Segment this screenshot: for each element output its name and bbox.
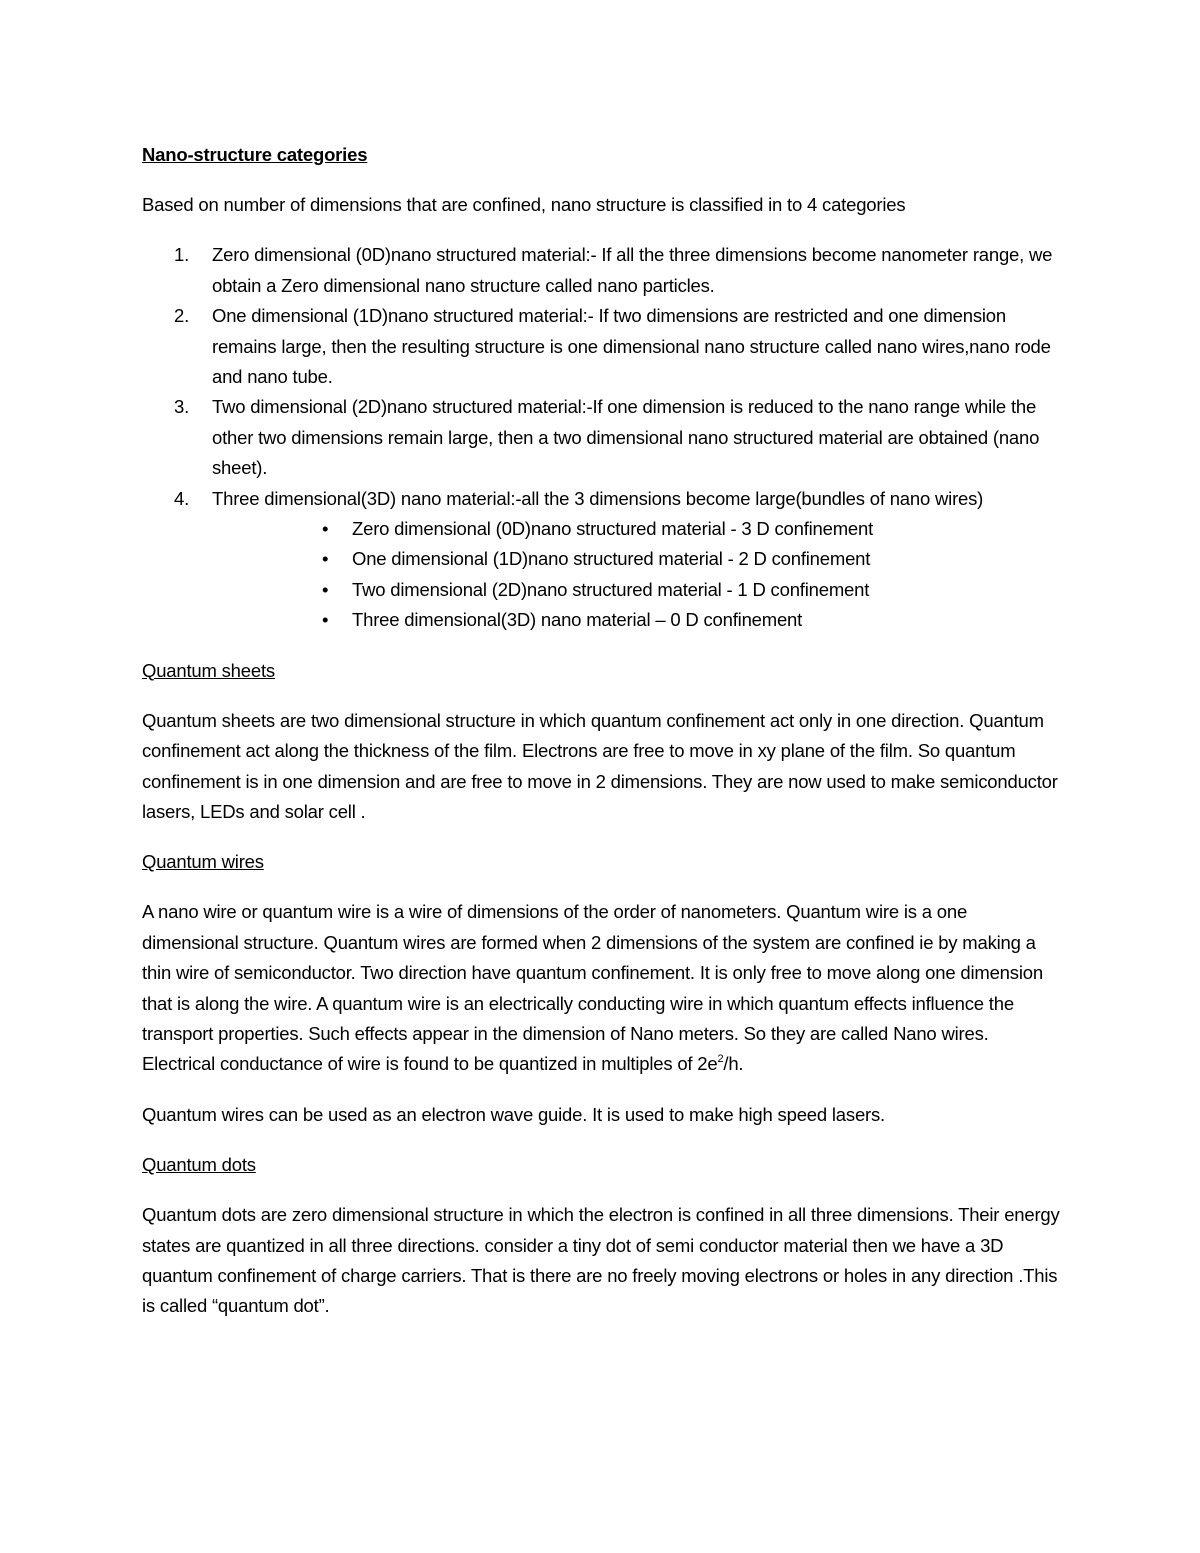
list-item-text: One dimensional (1D)nano structured material:- If two dimensions are restricted and one dimension remains large, then the resulting structure is one dimensional nano structure called nano wires,nano rode and nano tube. [212, 305, 1051, 388]
bullet-icon: • [322, 518, 329, 540]
document-title: Nano-structure categories [142, 144, 368, 165]
bullet-item [212, 514, 1062, 544]
bullet-icon: • [322, 578, 329, 600]
list-number: 1. [174, 244, 190, 266]
list-item-text: Two dimensional (2D)nano structured material:-If one dimension is reduced to the nano range while the other two dimensions remain large, then a two dimensional nano structured material are obtained (nano sheet). [212, 396, 1040, 479]
section-heading-quantum-dots: Quantum dots [142, 1154, 256, 1176]
category-list [142, 240, 1062, 635]
bullet-text: Zero dimensional (0D)nano structured material - 3 D confinement [352, 518, 874, 540]
bullet-item [212, 575, 1062, 605]
intro-paragraph: Based on number of dimensions that are confined, nano structure is classified in to 4 categories [142, 194, 906, 215]
bullet-text: One dimensional (1D)nano structured material - 2 D confinement [352, 548, 871, 570]
quantum-wires-paragraph-2: Quantum wires can be used as an electron wave guide. It is used to make high speed lasers. [142, 1103, 885, 1125]
bullet-icon: • [322, 548, 329, 570]
quantum-wires-text: A nano wire or quantum wire is a wire of dimensions of the order of nanometers. Quantum wire is a one dimensional structure. Quantum wires are formed when 2 dimensions of the system are confined ie by making a thin wire of semiconductor. Two direction have quantum confinement. It is only free to move along one dimension that is along the wire. A quantum wire is an electrically conducting wire in which quantum effects influence the transport properties. Such effects appear in the dimension of Nano meters. So they are called Nano wires. Electrical conductance of wire is found to be quantized in multiples of 2e [142, 901, 1043, 1075]
section-heading-quantum-sheets: Quantum sheets [142, 659, 275, 681]
confinement-list [212, 514, 1062, 636]
quantum-sheets-paragraph: Quantum sheets are two dimensional structure in which quantum confinement act only in one direction. Quantum confinement act along the thickness of the film. Electrons are free to move in xy plane of the film. So quantum confinement is in one dimension and are free to move in 2 dimensions. They are now used to make semiconductor lasers, LEDs and solar cell . [142, 709, 1058, 822]
quantum-wires-paragraph [142, 897, 1062, 1079]
list-number: 4. [174, 487, 190, 509]
superscript-exponent: 2 [717, 1053, 724, 1066]
list-item-text: Zero dimensional (0D)nano structured material:- If all the three dimensions become nanometer range, we obtain a Zero dimensional nano structure called nano particles. [212, 244, 1053, 296]
bullet-icon: • [322, 609, 329, 631]
quantum-dots-paragraph: Quantum dots are zero dimensional structure in which the electron is confined in all three dimensions. Their energy states are quantized in all three directions. consider a tiny dot of semi conductor material then we have a 3D quantum confinement of charge carriers. That is there are no freely moving electrons or holes in any direction .This is called “quantum dot”. [142, 1204, 1060, 1317]
list-item [142, 240, 1062, 301]
bullet-text: Three dimensional(3D) nano material – 0 D confinement [352, 609, 803, 631]
bullet-item [212, 544, 1062, 574]
list-item [142, 392, 1062, 483]
list-item-text: Three dimensional(3D) nano material:-all the 3 dimensions become large(bundles of nano wires) [212, 487, 984, 509]
list-number: 2. [174, 305, 190, 327]
quantum-wires-text-end: /h. [723, 1053, 744, 1075]
bullet-text: Two dimensional (2D)nano structured material - 1 D confinement [352, 578, 870, 600]
document-page [142, 140, 1062, 1342]
list-item [142, 301, 1062, 392]
section-heading-quantum-wires: Quantum wires [142, 851, 264, 873]
list-number: 3. [174, 396, 190, 418]
list-item [142, 484, 1062, 636]
bullet-item [212, 605, 1062, 635]
